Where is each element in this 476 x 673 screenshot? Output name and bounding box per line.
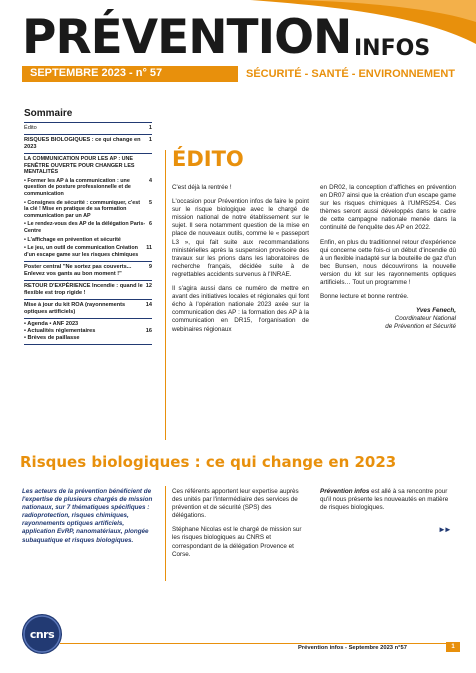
toc-item-label: Édito — [24, 125, 37, 131]
continue-arrow-icon[interactable]: ►► — [438, 525, 450, 534]
toc-item-page: 1 — [148, 125, 152, 131]
edito-signature — [320, 307, 456, 331]
magazine-subtitle: INFOS — [354, 36, 431, 61]
signature-name: Yves Fenech, — [415, 307, 456, 315]
toc-item-page: 1 — [148, 137, 152, 143]
toc-item-agenda[interactable] — [24, 319, 152, 345]
toc-item-edito[interactable] — [24, 123, 152, 135]
article-paragraph-text: est allé à sa rencontre pour qu'il nous présente les nouveautés en matière de risques biologiques. — [320, 488, 449, 512]
toc-agenda-line: • Actualités réglementaires — [24, 328, 96, 335]
table-of-contents — [24, 108, 152, 345]
edito-column-1 — [172, 184, 309, 340]
footer-text: Prévention infos - Septembre 2023 n°57 — [298, 645, 407, 651]
brand-name: Prévention infos — [320, 488, 370, 495]
toc-title: Sommaire — [24, 108, 152, 123]
edito-paragraph: Enfin, en plus du traditionnel retour d'expérience qui concerne cette fois-ci un début d'incendie dû à un flexible inadapté sur la bouteille de gaz d'un bec Bunsen, nous découvrirons la nouvelle version du kit sur les rayonnements optiques artificiels… Tout un programme ! — [320, 238, 456, 287]
toc-subitem-label: • Consignes de sécurité : communiquer, c'est la clé ! Mise en pratique de sa formation communication par un AP — [24, 199, 141, 219]
toc-subitem-page: 4 — [149, 177, 152, 184]
toc-item-kit[interactable] — [24, 300, 152, 319]
column-divider — [165, 486, 166, 581]
toc-item-page: 9 — [148, 264, 152, 271]
masthead — [0, 0, 476, 86]
toc-item-label: RISQUES BIOLOGIQUES : ce qui change en 2023 — [24, 137, 141, 150]
toc-subitem-label: • Le rendez-vous des AP de la délégation Paris-Centre — [24, 221, 146, 234]
article-title: Risques biologiques : ce qui change en 2023 — [20, 453, 397, 471]
toc-item-poster[interactable] — [24, 262, 152, 281]
toc-item-label: Mise à jour du kit ROA (rayonnements optiques artificiels) — [24, 302, 126, 316]
toc-section-label: LA COMMUNICATION POUR LES AP : UNE FENÊTRE OUVERTE POUR CHANGER LES MENTALITÉS — [24, 156, 135, 176]
tagline: SÉCURITÉ - SANTÉ - ENVIRONNEMENT — [246, 68, 456, 80]
toc-item-label — [24, 321, 146, 342]
edito-paragraph: C'est déjà la rentrée ! — [172, 184, 232, 191]
article-column-2 — [172, 488, 306, 565]
toc-subitem-page: 5 — [149, 199, 152, 206]
toc-subitem-page: 11 — [146, 245, 152, 252]
article-paragraph: Ces référents apportent leur expertise auprès des unités par l'intermédiaire des services de prévention et de sécurité (SPS) des délégations. — [172, 488, 299, 520]
toc-section-communication — [24, 154, 152, 262]
toc-item-label: RETOUR D'EXPÉRIENCE Incendie : quand le flexible est trop rigide ! — [24, 283, 143, 297]
toc-item-retour[interactable] — [24, 281, 152, 300]
toc-item-risques[interactable] — [24, 135, 152, 154]
edito-paragraph: Il s'agira aussi dans ce numéro de mettre en avant des initiatives locales et régionales qui font écho à l'opération nationale 2023 axée sur la communication des AP : la formation des AP à la communication en DR15, l'organisation de webinaires régionaux — [172, 285, 309, 333]
toc-subitem[interactable] — [24, 244, 152, 259]
edito-column-2 — [320, 184, 456, 332]
signature-role: de Prévention et Sécurité — [385, 323, 456, 331]
toc-subitem-label: • Former les AP à la communication : une question de posture professionnelle et de communication — [24, 177, 131, 197]
page-number: 1 — [446, 642, 460, 652]
toc-item-page: 14 — [145, 302, 152, 309]
logo-text: cnrs — [29, 627, 55, 641]
edito-paragraph: L'occasion pour Prévention infos de faire le point sur le risque biologique avec le chargé de mission national de notre établissement sur le sujet. Il sera notamment question de la mise en place de nouveaux outils, comme le « passeport L3 », qui fait suite aux recommandations ministérielles après la suspension provisoire des travaux sur les prions dans les laboratoires de recherche français, décidée suite à de regrettables accidents survenus à l'INRAE. — [172, 198, 309, 278]
issue-label: SEPTEMBRE 2023 - n° 57 — [30, 67, 163, 79]
article-intro: Les acteurs de la prévention bénéficient de l'expertise de plusieurs chargés de mission nationaux, sur 7 thématiques spécifiques : radioprotection, risques chimiques, rayonnements optiques artificiels, application EvRP, nanomatériaux, plongée subaquatique et risques biologiques. — [22, 488, 153, 544]
toc-subitem[interactable] — [24, 236, 152, 245]
article-paragraph — [320, 488, 456, 512]
article-intro-column — [22, 488, 156, 551]
toc-subitem-page: 6 — [149, 221, 152, 228]
article-column-3 — [320, 488, 456, 518]
footer-rule — [60, 643, 456, 644]
toc-item-label: Poster central "Ne sortez pas couverts... Enlevez vos gants au bon moment !" — [24, 264, 132, 278]
edito-title: ÉDITO — [172, 147, 244, 171]
toc-agenda-line: • Agenda • ANF 2023 — [24, 321, 79, 328]
magazine-title: PRÉVENTION — [22, 10, 352, 65]
toc-item-page: 12 — [145, 283, 152, 290]
toc-agenda-line: • Brèves de paillasse — [24, 335, 80, 342]
toc-subitem[interactable] — [24, 177, 152, 199]
column-divider — [165, 150, 166, 440]
toc-subitem-label: • Le jeu, un outil de communication Création d'un escape game sur les risques chimiques — [24, 245, 139, 258]
cnrs-logo — [22, 614, 62, 654]
toc-item-page: 16 — [145, 328, 152, 335]
edito-paragraph: en DR02, la conception d'affiches en prévention en DR07 ainsi que la création d'un escape game sur les risques chimiques à l'UMR5254. Ces thèmes seront aussi développés dans le cadre de cette campagne nationale menée dans la continuité de l'enquête des AP en 2022. — [320, 184, 456, 232]
article-paragraph: Stéphane Nicolas est le chargé de mission sur les risques biologiques au CNRS et correspondant de la délégation Provence et Corse. — [172, 526, 302, 558]
edito-paragraph: Bonne lecture et bonne rentrée. — [320, 293, 409, 301]
signature-role: Coordinateur National — [394, 315, 456, 323]
toc-subitem[interactable] — [24, 220, 152, 235]
toc-subitem[interactable] — [24, 199, 152, 221]
toc-subitem-label: • L'affichage en prévention et sécurité — [24, 236, 121, 243]
